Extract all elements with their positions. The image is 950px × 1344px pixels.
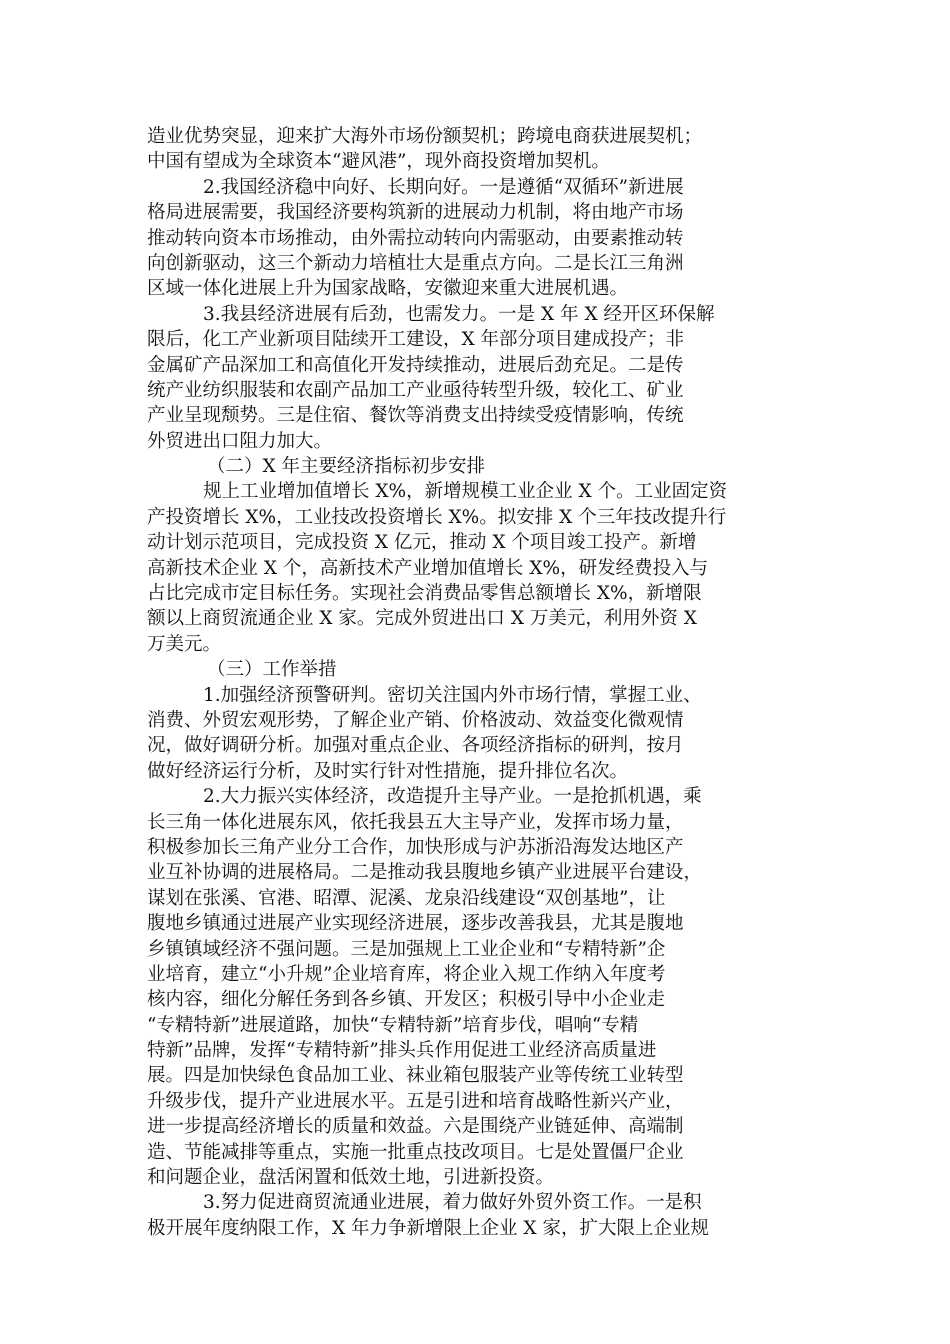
text-line: 区域一体化进展上升为国家战略，安徽迎来重大进展机遇。 (147, 278, 629, 300)
text-line: 谋划在张溪、官港、昭潭、泥溪、龙泉沿线建设“双创基地”，让 (147, 887, 666, 909)
text-line: 进一步提高经济增长的质量和效益。六是围绕产业链延伸、高端制 (147, 1116, 684, 1138)
text-line: 和问题企业，盘活闲置和低效土地，引进新投资。 (147, 1167, 555, 1189)
text-line: 动计划示范项目，完成投资 X 亿元，推动 X 个项目竣工投产。新增 (147, 532, 697, 554)
text-line: 2.大力振兴实体经济，改造提升主导产业。一是抢抓机遇，乘 (203, 786, 702, 808)
text-line: 升级步伐，提升产业进展水平。五是引进和培育战略性新兴产业， (147, 1090, 684, 1112)
document-body (147, 124, 807, 1241)
text-line: 积极参加长三角产业分工合作，加快形成与沪苏浙沿海发达地区产 (147, 836, 684, 858)
text-line: 况，做好调研分析。加强对重点企业、各项经济指标的研判，按月 (147, 735, 684, 757)
text-line: 外贸进出口阻力加大。 (147, 430, 333, 452)
text-line: 万美元。 (147, 633, 222, 655)
text-line: 业互补协调的进展格局。二是推动我县腹地乡镇产业进展平台建设， (147, 862, 703, 884)
text-line: （三）工作举措 (207, 659, 337, 681)
text-line: 产业呈现颓势。三是住宿、餐饮等消费支出持续受疫情影响，传统 (147, 405, 684, 427)
text-line: 特新”品牌，发挥“专精特新”排头兵作用促进工业经济高质量进 (147, 1040, 657, 1062)
text-line: 做好经济运行分析，及时实行针对性措施，提升排位名次。 (147, 760, 629, 782)
text-line: 核内容，细化分解任务到各乡镇、开发区；积极引导中小企业走 (147, 989, 666, 1011)
text-line: 统产业纺织服装和农副产品加工产业亟待转型升级，较化工、矿业 (147, 379, 684, 401)
text-line: 规上工业增加值增长 X%，新增规模工业企业 X 个。工业固定资 (203, 481, 728, 503)
text-line: 消费、外贸宏观形势，了解企业产销、价格波动、效益变化微观情 (147, 709, 684, 731)
text-line: 高新技术企业 X 个，高新技术产业增加值增长 X%，研发经费投入与 (147, 557, 709, 579)
text-line: 长三角一体化进展东风，依托我县五大主导产业，发挥市场力量， (147, 811, 684, 833)
text-line: “专精特新”进展道路，加快“专精特新”培育步伐，唱响“专精 (147, 1014, 639, 1036)
text-line: 造、节能减排等重点，实施一批重点技改项目。七是处置僵尸企业 (147, 1141, 684, 1163)
text-line: 极开展年度纳限工作，X 年力争新增限上企业 X 家，扩大限上企业规 (147, 1217, 709, 1239)
text-line: （二）X 年主要经济指标初步安排 (207, 456, 486, 478)
text-line: 2.我国经济稳中向好、长期向好。一是遵循“双循环”新进展 (203, 176, 684, 198)
text-line: 限后，化工产业新项目陆续开工建设，X 年部分项目建成投产；非 (147, 329, 685, 351)
text-line: 1.加强经济预警研判。密切关注国内外市场行情，掌握工业、 (203, 684, 702, 706)
text-line: 造业优势突显，迎来扩大海外市场份额契机；跨境电商获进展契机； (147, 126, 703, 147)
text-line: 3.努力促进商贸流通业进展，着力做好外贸外资工作。一是积 (203, 1192, 702, 1214)
text-line: 业培育，建立“小升规”企业培育库，将企业入规工作纳入年度考 (147, 963, 666, 985)
text-line: 向创新驱动，这三个新动力培植壮大是重点方向。二是长江三角洲 (147, 252, 684, 274)
text-line: 额以上商贸流通企业 X 家。完成外贸进出口 X 万美元，利用外资 X (147, 608, 697, 630)
text-line: 3.我县经济进展有后劲，也需发力。一是 X 年 X 经开区环保解 (203, 303, 715, 325)
text-line: 中国有望成为全球资本“避风港”，现外商投资增加契机。 (147, 151, 610, 173)
text-line: 格局进展需要，我国经济要构筑新的进展动力机制，将由地产市场 (147, 202, 684, 224)
text-line: 乡镇镇域经济不强问题。三是加强规上工业企业和“专精特新”企 (147, 938, 666, 960)
text-line: 占比完成市定目标任务。实现社会消费品零售总额增长 X%，新增限 (147, 583, 702, 605)
text-line: 产投资增长 X%，工业技改投资增长 X%。拟安排 X 个三年技改提升行 (147, 506, 727, 528)
text-line: 展。四是加快绿色食品加工业、袜业箱包服装产业等传统工业转型 (147, 1065, 684, 1087)
text-line: 金属矿产品深加工和高值化开发持续推动，进展后劲充足。二是传 (147, 354, 684, 376)
text-line: 推动转向资本市场推动，由外需拉动转向内需驱动，由要素推动转 (147, 227, 684, 249)
text-line: 腹地乡镇通过进展产业实现经济进展，逐步改善我县，尤其是腹地 (147, 913, 684, 935)
